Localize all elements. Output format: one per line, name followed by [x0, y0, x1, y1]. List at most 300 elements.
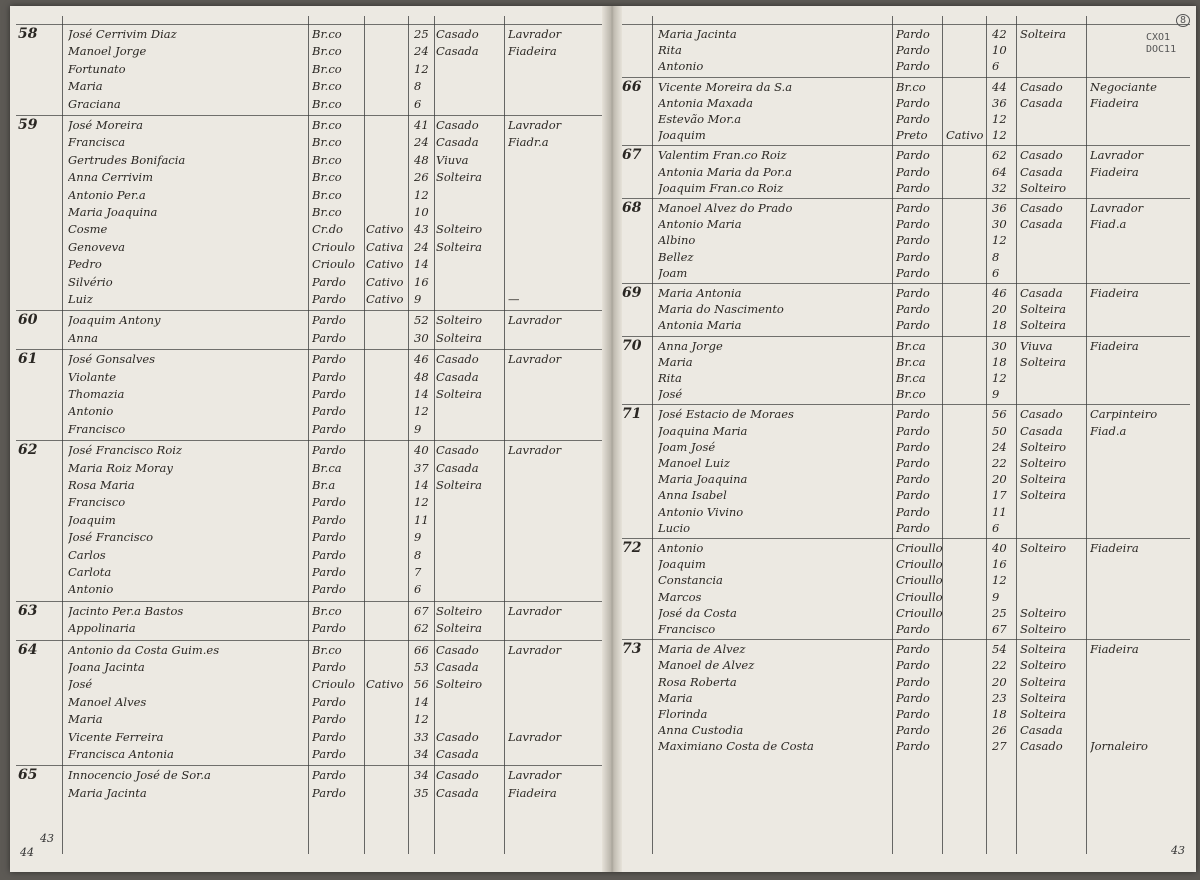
- resident-color: Pardo: [896, 739, 930, 754]
- resident-color: Pardo: [896, 217, 930, 232]
- resident-color: Br.co: [312, 603, 342, 618]
- resident-color: Pardo: [312, 785, 346, 800]
- household-separator: [16, 765, 602, 766]
- resident-row: [616, 606, 1196, 622]
- resident-occupation: Fiadeira: [1090, 286, 1139, 300]
- resident-name: Manoel de Alvez: [658, 658, 755, 673]
- resident-row: [616, 371, 1196, 387]
- resident-color: Br.co: [312, 27, 342, 41]
- resident-row: [616, 59, 1196, 75]
- resident-marital-status: Solteira: [1020, 674, 1066, 689]
- resident-name: José Cerrivim Diaz: [68, 27, 177, 41]
- resident-marital-status: Solteira: [1020, 642, 1066, 657]
- resident-color: Pardo: [896, 407, 930, 422]
- resident-row: [616, 318, 1196, 334]
- resident-name: Maximiano Costa de Costa: [658, 739, 814, 754]
- household-separator: [622, 404, 1190, 405]
- resident-marital-status: Solteiro: [1020, 180, 1067, 195]
- resident-row: [616, 302, 1196, 318]
- resident-row: [616, 286, 1196, 302]
- resident-color: Pardo: [896, 43, 930, 58]
- resident-name: Maria de Alvez: [658, 642, 746, 657]
- resident-color: Pardo: [312, 387, 346, 401]
- resident-color: Pardo: [312, 292, 346, 306]
- resident-color: Pardo: [896, 658, 930, 673]
- resident-color: Pardo: [312, 274, 346, 289]
- household-separator: [622, 145, 1190, 146]
- resident-name: Maria do Nascimento: [658, 302, 784, 317]
- resident-row: [10, 170, 608, 186]
- corner-mark: 8: [1176, 14, 1190, 27]
- resident-condition: Cativa: [366, 239, 404, 254]
- resident-age: 20: [992, 302, 1007, 317]
- resident-name: Carlos: [68, 547, 106, 562]
- resident-age: 12: [414, 712, 429, 727]
- resident-row: [616, 488, 1196, 504]
- resident-age: 14: [414, 478, 429, 492]
- resident-occupation: —: [508, 292, 520, 306]
- resident-age: 11: [414, 512, 429, 527]
- resident-age: 12: [992, 573, 1007, 588]
- resident-occupation: Fiad.a: [1090, 217, 1127, 232]
- resident-name: Estevão Mor.a: [658, 112, 742, 126]
- resident-row: [10, 275, 608, 291]
- household-separator: [622, 24, 1190, 25]
- household-separator: [16, 440, 602, 441]
- resident-name: Antonio da Costa Guim.es: [68, 642, 220, 657]
- resident-marital-status: Casada: [436, 369, 479, 384]
- resident-row: [10, 530, 608, 546]
- resident-row: [10, 240, 608, 256]
- resident-occupation: Lavrador: [508, 768, 562, 783]
- resident-name: Vicente Ferreira: [68, 729, 164, 744]
- resident-color: Pardo: [312, 495, 346, 510]
- resident-color: Pardo: [312, 313, 346, 328]
- resident-age: 12: [992, 371, 1007, 385]
- resident-marital-status: Casada: [436, 785, 479, 800]
- resident-age: 42: [992, 27, 1007, 41]
- resident-name: Antonio Per.a: [68, 187, 146, 202]
- resident-row: [10, 660, 608, 676]
- resident-row: [616, 80, 1196, 96]
- resident-name: Joaquim Fran.co Roiz: [658, 180, 784, 195]
- resident-row: [616, 181, 1196, 197]
- resident-occupation: Lavrador: [508, 352, 562, 367]
- resident-color: Crioulo: [312, 677, 355, 692]
- resident-age: 41: [414, 118, 429, 132]
- page-number: 44: [20, 846, 34, 859]
- resident-row: [10, 768, 608, 784]
- resident-row: [616, 387, 1196, 403]
- resident-row: [10, 292, 608, 308]
- resident-color: Br.co: [312, 79, 342, 94]
- resident-row: [616, 658, 1196, 674]
- resident-occupation: Lavrador: [508, 118, 562, 132]
- resident-age: 12: [992, 128, 1007, 143]
- resident-marital-status: Solteira: [436, 621, 482, 636]
- resident-age: 12: [414, 187, 429, 202]
- resident-color: Br.co: [312, 61, 342, 76]
- resident-name: Florinda: [658, 707, 708, 721]
- left-page: [10, 6, 608, 872]
- resident-age: 12: [414, 404, 429, 419]
- resident-color: Pardo: [312, 330, 346, 345]
- household-separator: [622, 77, 1190, 78]
- resident-occupation: Fiad.a: [1090, 423, 1127, 438]
- resident-marital-status: Casada: [436, 660, 479, 674]
- resident-marital-status: Casado: [436, 729, 479, 744]
- resident-color: Pardo: [896, 642, 930, 657]
- resident-age: 40: [414, 443, 429, 458]
- resident-age: 48: [414, 369, 429, 384]
- resident-marital-status: Casado: [436, 642, 479, 657]
- resident-age: 14: [414, 257, 429, 272]
- resident-row: [616, 165, 1196, 181]
- resident-color: Pardo: [312, 369, 346, 384]
- resident-age: 10: [414, 205, 429, 219]
- resident-name: Antonia Maxada: [658, 95, 754, 110]
- resident-marital-status: Casado: [1020, 201, 1063, 215]
- resident-row: [616, 707, 1196, 723]
- resident-color: Crioullo: [896, 589, 943, 604]
- resident-color: Pardo: [896, 59, 930, 74]
- resident-color: Pardo: [312, 768, 346, 783]
- resident-color: Br.co: [312, 187, 342, 202]
- resident-age: 36: [992, 201, 1007, 215]
- resident-row: [10, 331, 608, 347]
- resident-name: Maria: [658, 690, 693, 705]
- resident-age: 9: [992, 589, 1000, 604]
- resident-name: Luiz: [68, 292, 93, 306]
- resident-row: [10, 135, 608, 151]
- resident-color: Pardo: [896, 112, 930, 126]
- resident-occupation: Lavrador: [508, 603, 562, 618]
- resident-marital-status: Solteiro: [436, 313, 483, 328]
- page-number: 43: [1171, 844, 1185, 857]
- archive-stamp-line1: CXO1: [1146, 32, 1171, 43]
- resident-name: Manoel Luiz: [658, 456, 730, 470]
- resident-row: [10, 404, 608, 420]
- resident-marital-status: Solteiro: [1020, 622, 1067, 636]
- resident-name: Joana Jacinta: [68, 660, 145, 674]
- resident-color: Pardo: [312, 712, 346, 727]
- page-number-alt: 43: [40, 832, 54, 845]
- resident-age: 32: [992, 180, 1007, 195]
- resident-name: Pedro: [68, 257, 102, 272]
- resident-color: Crioullo: [896, 605, 943, 620]
- resident-marital-status: Casada: [1020, 164, 1063, 179]
- resident-marital-status: Casado: [436, 352, 479, 367]
- resident-name: Joaquina Maria: [658, 423, 748, 438]
- resident-row: [616, 573, 1196, 589]
- resident-age: 24: [414, 44, 429, 59]
- resident-row: [616, 112, 1196, 128]
- resident-name: Lucio: [658, 520, 691, 535]
- household-number: 73: [622, 641, 642, 658]
- archive-stamp-line2: DOC11: [1146, 44, 1177, 55]
- resident-color: Crioullo: [896, 557, 943, 572]
- resident-name: Violante: [68, 369, 117, 384]
- resident-name: Maria Antonia: [658, 286, 742, 300]
- resident-marital-status: Viuva: [1020, 338, 1053, 353]
- resident-color: Br.co: [312, 152, 342, 167]
- resident-row: [616, 622, 1196, 638]
- resident-marital-status: Solteiro: [436, 222, 483, 237]
- household-separator: [16, 349, 602, 350]
- resident-age: 67: [414, 603, 429, 618]
- resident-condition: Cativo: [366, 222, 404, 237]
- resident-name: Joam José: [658, 439, 716, 454]
- resident-row: [10, 118, 608, 134]
- resident-age: 33: [414, 729, 429, 744]
- resident-marital-status: Casada: [436, 135, 479, 150]
- resident-row: [10, 62, 608, 78]
- resident-marital-status: Solteiro: [1020, 605, 1067, 620]
- resident-row: [616, 440, 1196, 456]
- resident-name: Francisco: [658, 622, 716, 636]
- resident-occupation: Lavrador: [1090, 148, 1144, 163]
- resident-name: Graciana: [68, 96, 121, 111]
- resident-marital-status: Casada: [1020, 217, 1063, 232]
- resident-age: 22: [992, 456, 1007, 470]
- resident-name: Albino: [658, 233, 696, 248]
- resident-marital-status: Solteira: [436, 478, 482, 492]
- resident-color: Br.co: [896, 387, 926, 402]
- resident-color: Br.co: [312, 118, 342, 132]
- resident-color: Pardo: [312, 660, 346, 674]
- resident-age: 12: [414, 61, 429, 76]
- resident-age: 50: [992, 423, 1007, 438]
- household-separator: [622, 538, 1190, 539]
- resident-color: Br.ca: [312, 460, 342, 475]
- resident-name: Cosme: [68, 222, 108, 237]
- resident-age: 6: [992, 59, 1000, 74]
- resident-row: [10, 582, 608, 598]
- resident-marital-status: Solteira: [436, 239, 482, 254]
- resident-age: 18: [992, 354, 1007, 369]
- resident-marital-status: Casado: [436, 443, 479, 458]
- resident-age: 30: [992, 338, 1007, 353]
- household-number: 63: [18, 602, 38, 619]
- resident-age: 9: [414, 530, 422, 545]
- resident-row: [10, 712, 608, 728]
- resident-row: [616, 505, 1196, 521]
- household-number: 67: [622, 147, 642, 164]
- resident-occupation: Negociante: [1090, 79, 1157, 94]
- resident-color: Pardo: [896, 201, 930, 215]
- resident-name: José Francisco: [68, 530, 154, 545]
- resident-color: Pardo: [312, 404, 346, 419]
- resident-age: 26: [414, 170, 429, 185]
- resident-marital-status: Solteiro: [1020, 658, 1067, 673]
- resident-age: 27: [992, 739, 1007, 754]
- resident-row: [616, 691, 1196, 707]
- resident-color: Br.co: [312, 205, 342, 219]
- resident-color: Pardo: [312, 443, 346, 458]
- resident-condition: Cativo: [366, 292, 404, 306]
- resident-name: José Francisco Roiz: [68, 443, 182, 458]
- resident-occupation: Fiadeira: [508, 44, 557, 59]
- resident-color: Pardo: [896, 27, 930, 41]
- household-number: 58: [18, 26, 38, 42]
- resident-row: [10, 188, 608, 204]
- resident-age: 46: [414, 352, 429, 367]
- resident-marital-status: Casado: [1020, 739, 1063, 754]
- resident-age: 18: [992, 318, 1007, 333]
- resident-marital-status: Solteira: [1020, 302, 1066, 317]
- resident-row: [616, 541, 1196, 557]
- resident-name: Thomazia: [68, 387, 125, 401]
- resident-row: [616, 642, 1196, 658]
- resident-name: Francisco: [68, 495, 126, 510]
- resident-row: [616, 148, 1196, 164]
- household-number: 70: [622, 337, 642, 354]
- household-number: 69: [622, 285, 642, 301]
- resident-age: 6: [414, 96, 422, 111]
- resident-name: José da Costa: [658, 605, 737, 620]
- resident-name: Manoel Jorge: [68, 44, 147, 59]
- resident-color: Br.co: [312, 170, 342, 185]
- household-number: 72: [622, 540, 642, 556]
- household-number: 61: [18, 351, 38, 368]
- resident-row: [616, 128, 1196, 144]
- resident-color: Pardo: [896, 723, 930, 738]
- resident-name: Rosa Maria: [68, 478, 135, 492]
- resident-color: Pardo: [896, 265, 930, 280]
- resident-row: [10, 370, 608, 386]
- resident-name: Rita: [658, 371, 682, 385]
- resident-name: Marcos: [658, 589, 702, 604]
- resident-name: Joaquim: [68, 512, 116, 527]
- resident-color: Br.co: [896, 79, 926, 94]
- household-separator: [622, 283, 1190, 284]
- household-number: 68: [622, 200, 642, 216]
- resident-name: Joaquim Antony: [68, 313, 161, 328]
- resident-color: Preto: [896, 128, 928, 143]
- resident-marital-status: Casada: [436, 747, 479, 761]
- household-separator: [622, 198, 1190, 199]
- resident-age: 62: [414, 621, 429, 636]
- resident-marital-status: Solteira: [1020, 488, 1066, 503]
- resident-marital-status: Solteiro: [1020, 439, 1067, 454]
- resident-age: 43: [414, 222, 429, 237]
- resident-age: 64: [992, 164, 1007, 179]
- resident-row: [616, 217, 1196, 233]
- resident-age: 30: [992, 217, 1007, 232]
- resident-row: [10, 643, 608, 659]
- resident-row: [616, 355, 1196, 371]
- resident-row: [10, 730, 608, 746]
- resident-age: 6: [414, 582, 422, 597]
- resident-color: Pardo: [896, 95, 930, 110]
- resident-age: 17: [992, 488, 1007, 503]
- resident-name: Antonio Vivino: [658, 504, 744, 519]
- resident-row: [10, 222, 608, 238]
- resident-row: [616, 557, 1196, 573]
- resident-age: 8: [414, 547, 422, 562]
- resident-age: 12: [414, 495, 429, 510]
- resident-name: Antonio: [658, 59, 704, 74]
- resident-occupation: Fiadeira: [1090, 642, 1139, 657]
- resident-occupation: Lavrador: [1090, 201, 1144, 215]
- resident-name: Maria Roiz Moray: [68, 460, 173, 475]
- resident-row: [616, 456, 1196, 472]
- resident-color: Pardo: [896, 318, 930, 333]
- resident-occupation: Jornaleiro: [1090, 739, 1148, 754]
- resident-marital-status: Solteira: [436, 330, 482, 345]
- resident-row: [10, 604, 608, 620]
- resident-marital-status: Solteira: [1020, 318, 1066, 333]
- resident-occupation: Fiadeira: [508, 785, 557, 800]
- resident-row: [616, 96, 1196, 112]
- household-separator: [16, 640, 602, 641]
- resident-color: Pardo: [896, 233, 930, 248]
- household-number: 62: [18, 442, 38, 459]
- household-number: 59: [18, 117, 38, 133]
- resident-name: Constancia: [658, 573, 723, 588]
- resident-name: Rosa Roberta: [658, 674, 737, 689]
- resident-name: Innocencio José de Sor.a: [68, 768, 211, 783]
- resident-row: [616, 201, 1196, 217]
- ledger-book: [10, 6, 1196, 872]
- resident-age: 36: [992, 95, 1007, 110]
- resident-name: Vicente Moreira da S.a: [658, 79, 793, 94]
- resident-row: [10, 313, 608, 329]
- resident-marital-status: Casada: [436, 460, 479, 475]
- right-page: [616, 6, 1196, 872]
- resident-row: [616, 27, 1196, 43]
- resident-name: Maria: [68, 79, 103, 94]
- resident-age: 18: [992, 707, 1007, 721]
- resident-age: 20: [992, 674, 1007, 689]
- resident-age: 35: [414, 785, 429, 800]
- resident-color: Pardo: [896, 504, 930, 519]
- resident-marital-status: Casado: [1020, 79, 1063, 94]
- resident-name: Francisca Antonia: [68, 747, 174, 761]
- resident-marital-status: Solteira: [1020, 707, 1066, 721]
- resident-color: Pardo: [896, 180, 930, 195]
- resident-name: Anna Jorge: [658, 338, 723, 353]
- resident-age: 25: [414, 27, 429, 41]
- resident-color: Cr.do: [312, 222, 343, 237]
- resident-occupation: Lavrador: [508, 443, 562, 458]
- resident-row: [616, 739, 1196, 755]
- resident-color: Pardo: [312, 547, 346, 562]
- resident-row: [10, 495, 608, 511]
- resident-name: Valentim Fran.co Roiz: [658, 148, 787, 163]
- resident-color: Crioulo: [312, 257, 355, 272]
- resident-color: Br.co: [312, 642, 342, 657]
- resident-name: Francisca: [68, 135, 126, 150]
- resident-age: 16: [414, 274, 429, 289]
- resident-name: Maria Joaquina: [68, 205, 158, 219]
- resident-row: [10, 97, 608, 113]
- resident-age: 6: [992, 520, 1000, 535]
- resident-occupation: Fiadr.a: [508, 135, 549, 150]
- resident-row: [10, 621, 608, 637]
- resident-name: Antonia Maria: [658, 318, 742, 333]
- household-number: 66: [622, 78, 642, 95]
- resident-marital-status: Casada: [1020, 723, 1063, 738]
- resident-age: 30: [414, 330, 429, 345]
- resident-age: 46: [992, 286, 1007, 300]
- resident-row: [616, 43, 1196, 59]
- resident-name: Jacinto Per.a Bastos: [68, 603, 184, 618]
- resident-color: Br.a: [312, 478, 336, 492]
- resident-marital-status: Casado: [436, 118, 479, 132]
- resident-age: 7: [414, 565, 422, 579]
- resident-occupation: Lavrador: [508, 642, 562, 657]
